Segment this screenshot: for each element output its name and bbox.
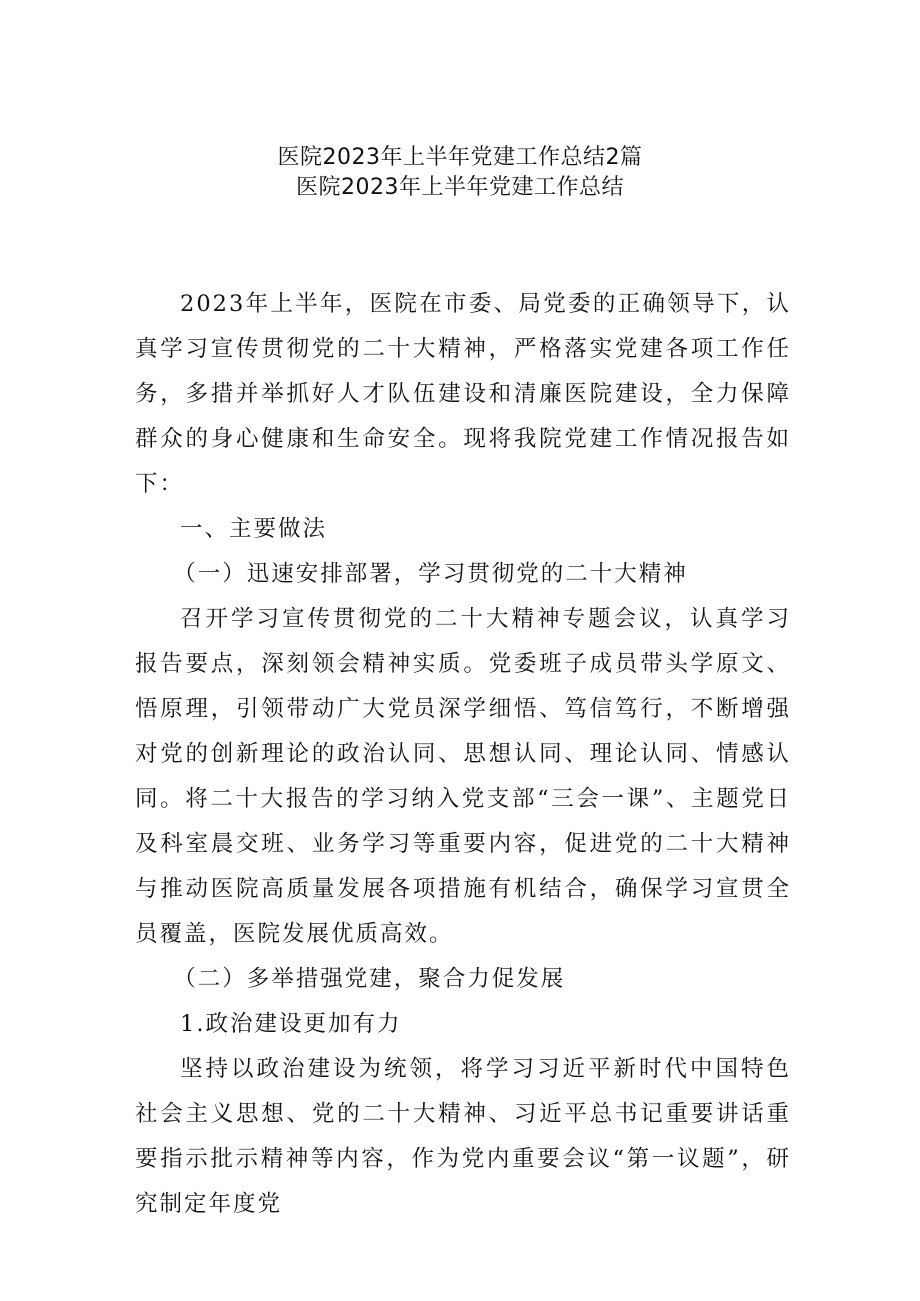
item-heading-1: 1.政治建设更加有力 <box>180 1011 402 1037</box>
document-body <box>135 282 791 1227</box>
title-line-2: 医院2023年上半年党建工作总结 <box>296 175 624 200</box>
subsection-heading-2: （二）多举措强党建，聚合力促发展 <box>173 966 566 992</box>
document-title <box>0 143 920 203</box>
title-line-1: 医院2023年上半年党建工作总结2篇 <box>277 145 643 170</box>
section-heading-1: 一、主要做法 <box>180 516 328 542</box>
paragraph-1: 召开学习宣传贯彻党的二十大精神专题会议，认真学习报告要点，深刻领会精神实质。党委班子成员带头学原文、悟原理，引领带动广大党员深学细悟、笃信笃行，不断增强对党的创新理论的政治认同、思想认同、理论认同、情感认同。将二十大报告的学习纳入党支部“三会一课”、主题党日及科室晨交班、业务学习等重要内容，促进党的二十大精神与推动医院高质量发展各项措施有机结合，确保学习宣贯全员覆盖，医院发展优质高效。 <box>135 606 791 947</box>
intro-paragraph: 2023年上半年，医院在市委、局党委的正确领导下，认真学习宣传贯彻党的二十大精神，严格落实党建各项工作任务，多措并举抓好人才队伍建设和清廉医院建设，全力保障群众的身心健康和生命安全。现将我院党建工作情况报告如下： <box>135 291 791 497</box>
paragraph-2: 坚持以政治建设为统领，将学习习近平新时代中国特色社会主义思想、党的二十大精神、习近平总书记重要讲话重要指示批示精神等内容，作为党内重要会议“第一议题”，研究制定年度党 <box>135 1056 791 1217</box>
subsection-heading-1: （一）迅速安排部署，学习贯彻党的二十大精神 <box>173 561 688 587</box>
